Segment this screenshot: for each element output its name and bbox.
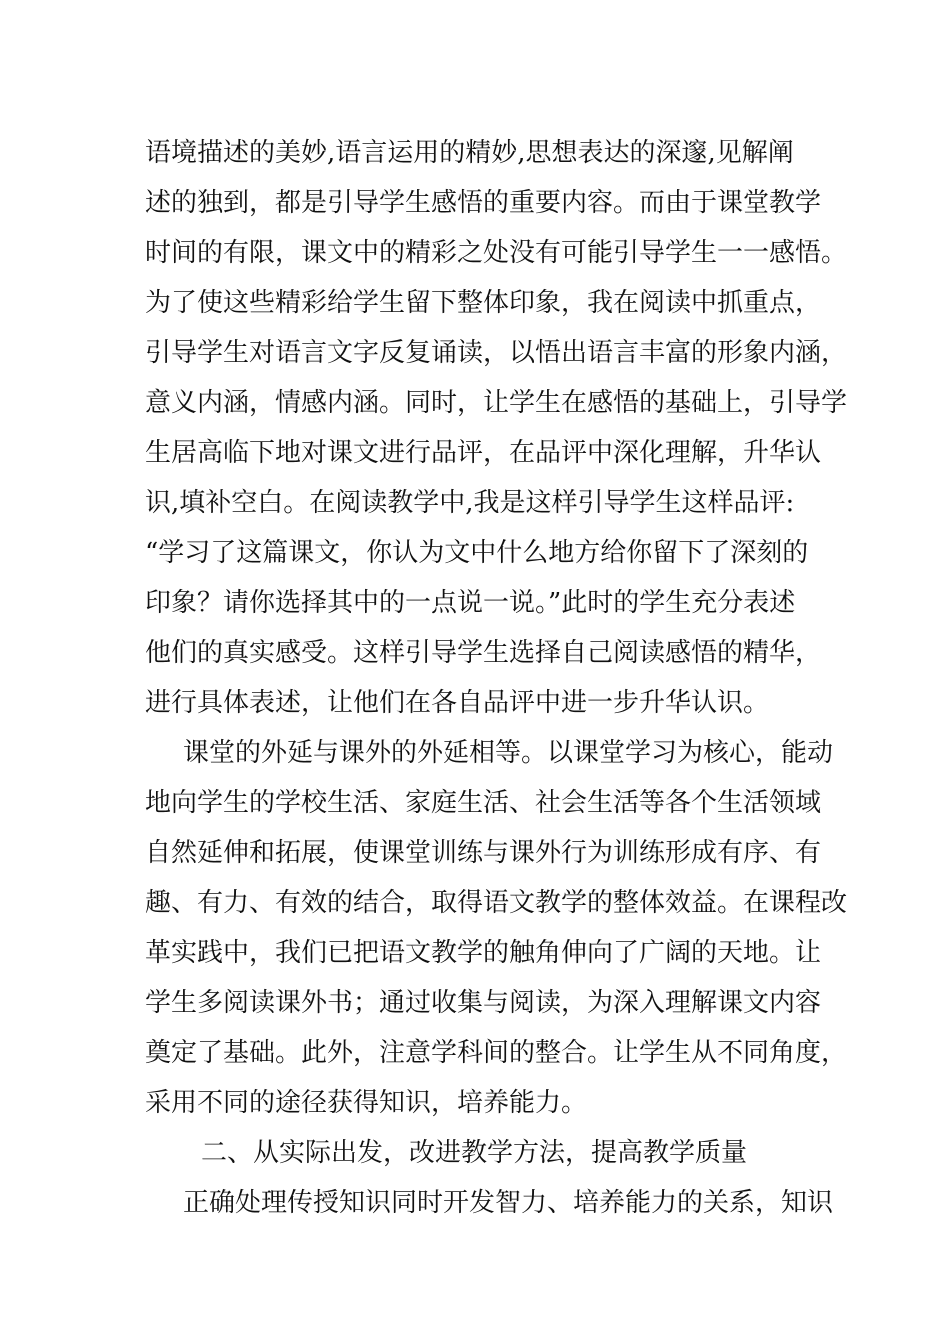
text-line: 他们的真实感受。这样引导学生选择自己阅读感悟的精华， xyxy=(145,638,822,668)
text-line: 识,填补空白。在阅读教学中,我是这样引导学生这样品评: xyxy=(145,488,795,518)
text-line: 学生多阅读课外书；通过收集与阅读，为深入理解课文内容 xyxy=(145,988,822,1018)
text-line: 生居高临下地对课文进行品评，在品评中深化理解，升华认 xyxy=(145,438,822,468)
text-line: 时间的有限，课文中的精彩之处没有可能引导学生一一感悟。 xyxy=(145,238,848,268)
body-text xyxy=(145,128,848,1228)
text-line: 奠定了基础。此外，注意学科间的整合。让学生从不同角度， xyxy=(145,1038,848,1068)
paragraph-start-line: 正确处理传授知识同时开发智力、培养能力的关系，知识 xyxy=(183,1188,834,1218)
text-line: 意义内涵，情感内涵。同时，让学生在感悟的基础上，引导学 xyxy=(145,388,848,418)
text-line: 述的独到，都是引导学生感悟的重要内容。而由于课堂教学 xyxy=(145,188,822,218)
text-line: 自然延伸和拓展，使课堂训练与课外行为训练形成有序、有 xyxy=(145,838,822,868)
text-line: 地向学生的学校生活、家庭生活、社会生活等各个生活领域 xyxy=(145,788,822,818)
text-line: “学习了这篇课文，你认为文中什么地方给你留下了深刻的 xyxy=(145,538,809,568)
text-line: 语境描述的美妙,语言运用的精妙,思想表达的深邃,见解阐 xyxy=(145,138,794,168)
text-line: 革实践中，我们已把语文教学的触角伸向了广阔的天地。让 xyxy=(145,938,822,968)
section-heading: 二、从实际出发，改进教学方法，提高教学质量 xyxy=(201,1138,748,1168)
text-line: 引导学生对语言文字反复诵读，以悟出语言丰富的形象内涵， xyxy=(145,338,848,368)
text-line: 为了使这些精彩给学生留下整体印象，我在阅读中抓重点， xyxy=(145,288,822,318)
text-line: 印象？请你选择其中的一点说一说。”此时的学生充分表述 xyxy=(145,588,796,618)
paragraph-start-line: 课堂的外延与课外的外延相等。以课堂学习为核心，能动 xyxy=(183,738,834,768)
text-line: 趣、有力、有效的结合，取得语文教学的整体效益。在课程改 xyxy=(145,888,848,918)
text-line: 进行具体表述，让他们在各自品评中进一步升华认识。 xyxy=(145,688,770,718)
text-line: 采用不同的途径获得知识，培养能力。 xyxy=(145,1088,588,1118)
